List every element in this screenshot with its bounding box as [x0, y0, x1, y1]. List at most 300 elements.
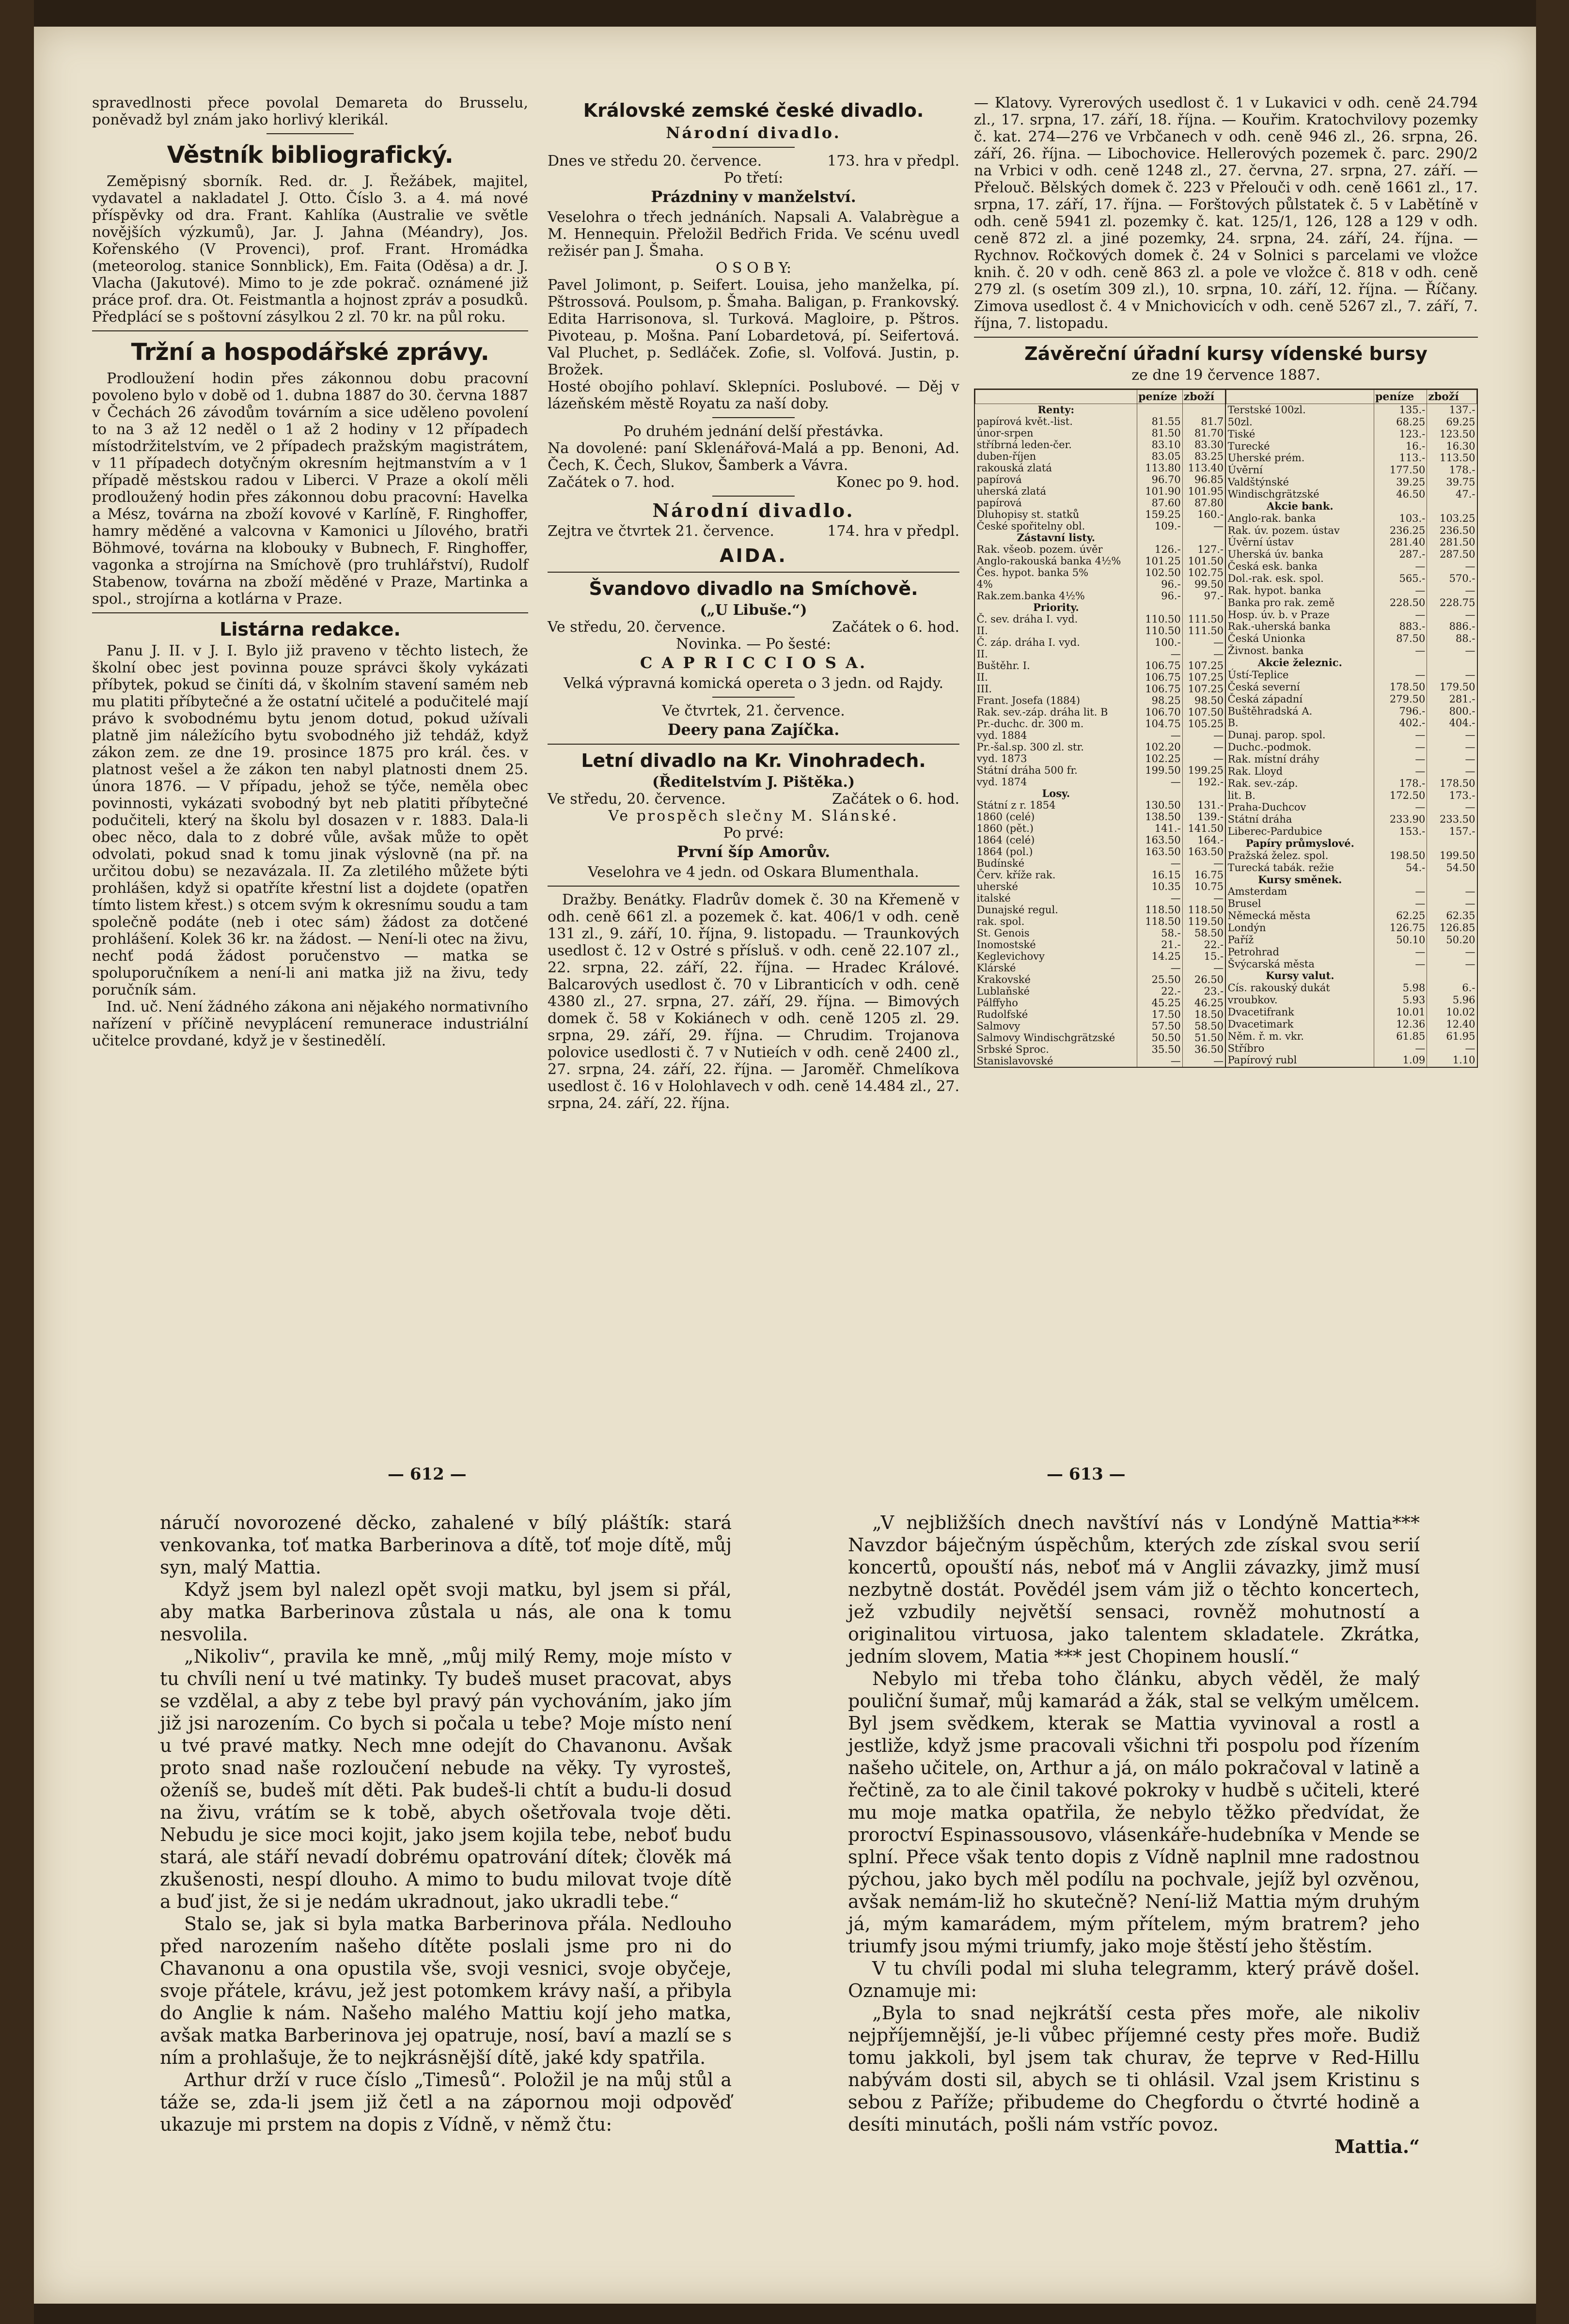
bursa-zbozi: 54.50 — [1427, 862, 1477, 874]
bursa-item-name: Čes. hypot. banka 5% — [976, 567, 1089, 578]
bursa-zbozi: — — [1427, 753, 1477, 765]
bursa-item-name: Pálffyho — [976, 997, 1018, 1009]
bursa-penize: 135.- — [1374, 404, 1427, 416]
bursa-penize — [1374, 500, 1427, 513]
bursa-row — [1226, 536, 1477, 548]
bursa-penize: 109.- — [1137, 520, 1183, 532]
bursa-penize: — — [1137, 730, 1183, 741]
bursa-penize: 172.50 — [1374, 790, 1427, 802]
listarna-title: Listárna redakce. — [220, 619, 401, 640]
bursa-item-name: Rak. všeob. pozem. úvěr — [976, 544, 1103, 555]
bursa-zbozi: — — [1182, 648, 1225, 660]
bursa-penize: — — [1374, 898, 1427, 910]
bursa-item-name: Praha-Duchcov — [1227, 801, 1306, 813]
capricciosa-title: C A P R I C C I O S A. — [640, 654, 867, 672]
bursa-item-name: Brusel — [1227, 898, 1261, 910]
bursa-row — [975, 660, 1226, 671]
bursa-zbozi: — — [1427, 585, 1477, 597]
bursa-penize: — — [1137, 892, 1183, 904]
bursa-row — [1226, 1030, 1477, 1043]
divider — [712, 496, 795, 497]
bursa-item-name: Srbské Sproc. — [976, 1044, 1049, 1055]
bursa-row — [975, 927, 1226, 939]
bursa-row — [1226, 1006, 1477, 1018]
bursa-zbozi: 81.70 — [1182, 427, 1225, 439]
bursa-penize: — — [1374, 729, 1427, 741]
bursa-row — [1226, 838, 1477, 850]
bursa-item-name: Státní z r. 1854 — [976, 799, 1056, 811]
bursa-row — [1226, 862, 1477, 874]
bursa-zbozi: — — [1182, 520, 1225, 532]
cast-list: Pavel Jolimont, p. Seifert. Louisa, jeho manželka, pí. Pštrossová. Poulsom, p. Šmaha. Baligan, p. Frankovský. Edita Harrisonova, sl. Turková. Magloire, p. Pštros. Pivoteau, p. Mošna. Paní Lobardetová, pí. Seifertová. Val Pluchet, p. Sedláček. Zofie, sl. Volfová. Justin, p. Brožek. — [548, 277, 959, 378]
bursa-row — [975, 567, 1226, 578]
bursa-penize: — — [1374, 886, 1427, 898]
newspaper-page — [34, 27, 1536, 2304]
bursa-item-name: Dvacetimark — [1227, 1018, 1294, 1030]
bursa-penize: — — [1374, 669, 1427, 681]
bursa-zbozi: 236.50 — [1427, 525, 1477, 537]
bursa-zbozi: 139.- — [1182, 811, 1225, 823]
bursa-penize: 87.50 — [1374, 633, 1427, 645]
novinka: Novinka. — Po šesté: — [676, 636, 831, 653]
start-time: Začátek o 7. hod. — [548, 474, 675, 491]
bursa-penize — [1374, 970, 1427, 982]
bursa-zbozi: 107.25 — [1182, 660, 1225, 671]
bursa-item-name: Petrohrad — [1227, 946, 1279, 958]
bursa-item-name: italské — [976, 892, 1011, 904]
bursa-item-name: B. — [1227, 717, 1239, 729]
bursa-row — [1226, 693, 1477, 705]
letni-benefit: Ve prospěch slečny M. Slánské. — [608, 808, 899, 825]
bursa-item-name: Pražská želez. spol. — [1227, 849, 1329, 861]
bursa-penize: 101.25 — [1137, 555, 1183, 567]
bursa-row — [975, 637, 1226, 648]
bursa-item-name: Něm. ř. m. vkr. — [1227, 1030, 1304, 1042]
play-title: Prázdniny v manželství. — [651, 187, 856, 206]
play-description: Veselohra o třech jednáních. Napsali A. Valabrègue a M. Hennequin. Přeložil Bedřich Frida. Ve scénu uvedl režisér pan J. Šmaha. — [548, 209, 959, 260]
bursa-penize: 96.- — [1137, 590, 1183, 602]
bursa-penize: 402.- — [1374, 717, 1427, 729]
bursa-penize: 104.75 — [1137, 718, 1183, 730]
bursa-item-name: Č. záp. dráha I. vyd. — [976, 637, 1080, 648]
bursa-row — [1226, 1054, 1477, 1067]
bursa-penize: — — [1374, 609, 1427, 621]
bursa-penize: 21.- — [1137, 939, 1183, 951]
novel-paragraph: V tu chvíli podal mi sluha telegramm, který právě došel. Oznamuje mi: — [848, 1958, 1420, 2001]
bursa-item-name: II. — [976, 648, 988, 660]
bursa-zbozi: 83.30 — [1182, 439, 1225, 451]
bursa-zbozi: — — [1427, 741, 1477, 753]
bursa-penize: 87.60 — [1137, 497, 1183, 509]
bursa-penize: 106.75 — [1137, 683, 1183, 695]
bursa-penize: 17.50 — [1137, 1009, 1183, 1020]
bursa-row — [1226, 982, 1477, 994]
bursa-penize: 81.50 — [1137, 427, 1183, 439]
bursa-penize: 883.- — [1374, 621, 1427, 633]
bursa-zbozi: 83.25 — [1182, 451, 1225, 462]
bursa-zbozi: 97.- — [1182, 590, 1225, 602]
bursa-item-name: 50zl. — [1227, 416, 1253, 428]
svandovo-date-row — [548, 619, 959, 636]
bursa-penize: 281.40 — [1374, 536, 1427, 548]
bursa-penize: 22.- — [1137, 985, 1183, 997]
novel-paragraph: náručí novorozené děcko, zahalené v bílý pláštík: stará venkovanka, toť matka Barberinova a dítě, toť moje dítě, můj syn, malý Mattia. — [160, 1512, 732, 1578]
bursa-row — [975, 555, 1226, 567]
bursa-row — [1226, 525, 1477, 537]
bursa-penize: 101.90 — [1137, 485, 1183, 497]
bursa-item-name: II. — [976, 625, 988, 637]
bursa-row — [1226, 548, 1477, 561]
bursa-row — [1226, 729, 1477, 741]
bursa-penize: 98.25 — [1137, 695, 1183, 706]
bursa-zbozi: 18.50 — [1182, 1009, 1225, 1020]
bursa-zbozi: 87.80 — [1182, 497, 1225, 509]
bursa-penize: — — [1374, 958, 1427, 970]
bursa-row — [975, 613, 1226, 625]
scan-right-edge — [1536, 0, 1569, 2324]
bursa-penize — [1374, 874, 1427, 886]
bursa-penize: 96.70 — [1137, 474, 1183, 485]
bursa-penize — [1374, 838, 1427, 850]
bursa-zbozi: 10.02 — [1427, 1006, 1477, 1018]
bursa-row — [1226, 416, 1477, 428]
vestnik-text: Zeměpisný sborník. Red. dr. J. Řežábek, majitel, vydavatel a nakladatel J. Otto. Číslo 3. a 4. má nové příspěvky od dra. Frant. Kahlíka (Australie ve světle novějších výzkumů), Jar. J. Jahna (Méandry), Jos. Kořenského (V Provenci), prof. Frant. Hromádka (meteorolog. stanice Sonnblick), Em. Faita (Oděsa) a dr. J. Vlacha (Jakutové). Mimo to je zde pokrač. oznámené již práce prof. dra. Ot. Feistmantla a hojnost zpráv a posudků. Předplácí se s poštovní zásylkou 2 zl. 70 kr. na půl roku. — [92, 173, 528, 326]
bursa-row — [1226, 657, 1477, 669]
bursa-zbozi: — — [1427, 958, 1477, 970]
bursa-item-name: Dunajské regul. — [976, 904, 1058, 916]
bursa-row — [1226, 440, 1477, 452]
prvni-sip-title: První šíp Amorův. — [676, 842, 831, 861]
bursa-table-left — [975, 390, 1226, 1067]
novel-right — [848, 1512, 1420, 2158]
bursa-zbozi: — — [1182, 858, 1225, 869]
bursa-zbozi: 107.25 — [1182, 683, 1225, 695]
bursa-row — [1226, 946, 1477, 958]
bursa-penize: 39.25 — [1374, 476, 1427, 488]
bursa-zbozi — [1182, 788, 1225, 799]
bursa-zbozi: 404.- — [1427, 717, 1477, 729]
bursa-penize: 233.90 — [1374, 813, 1427, 826]
intro-text: spravedlnosti přece povolal Demareta do Brusselu, poněvadž byl znám jako horlivý klerikál. — [92, 94, 528, 128]
novel-paragraph: Když jsem byl nalezl opět svoji matku, byl jsem si přál, aby matka Barberinova zůstala u nás, ale ona k tomu nesvolila. — [160, 1579, 732, 1645]
trzni-title: Tržní a hospodářské zprávy. — [131, 339, 489, 366]
bursa-penize: 106.75 — [1137, 671, 1183, 683]
bursa-item-name: Stanislavovské — [976, 1055, 1053, 1067]
bursa-penize: 45.25 — [1137, 997, 1183, 1009]
bursa-zbozi: 800.- — [1427, 705, 1477, 717]
bursa-item-name: uherské — [976, 881, 1018, 892]
bursa-item-name: Paříž — [1227, 934, 1254, 946]
bursa-row — [975, 427, 1226, 439]
svandovo-start: Začátek o 6. hod. — [832, 619, 959, 636]
letni-prve: Po prvé: — [723, 825, 784, 842]
bursa-row — [975, 741, 1226, 753]
divider — [712, 417, 795, 418]
listarna-text-1: Panu J. II. v J. I. Bylo již praveno v těchto listech, že školní obec jest povinna pouze správci školy vykázati příbytek, pokud se činíti dá, v školním stavení samém neb mu platiti příbytečné a že ostatní učitelé a podučitelé mají právo k svobodnému bytu jenom dotud, pokud užívali platně jim náležícího bytu svobodného již tehdáž, když zákon zem. ze dne 19. prosince 1875 pro král. čes. v platnost vešel a že zákon ten nabyl platnosti dnem 25. února 1876. — V případu, jehož se týče, neměla obec povinnosti, vykázati svobodný byt neb platiti příbytečné podučiteli, který na školu byl dosazen v r. 1883. Dala-li obec něco, dala to z dobré vůle, avšak může to opět odvolati, pokud snad k tomu jinak výslovně (na př. na určitou dobu) se nezavázala. II. Za zletilého můžete býti prohlášen, když si opatříte křestní list a dojdete (opatřen tímto listem křest.) s otcem svým k okresnímu soudu a tam společně podáte (neb i otec sám) žádost za dotčené prohlášení. Kolek 36 kr. na žádost. — Není-li otec na živu, nechť podá žádost poručenstvo — matka se spoluporučníkem a není-li ani matka již na živu, tedy poručník sám. — [92, 642, 528, 998]
bursa-zbozi: — — [1427, 669, 1477, 681]
bursa-item-name: Rak. místní dráhy — [1227, 753, 1319, 765]
bursa-zbozi: — — [1182, 1055, 1225, 1067]
col-zbozi: zboží — [1427, 390, 1477, 404]
bursa-item-name: Uherská úv. banka — [1227, 548, 1323, 561]
end-time: Konec po 9. hod. — [836, 474, 959, 491]
bursa-zbozi: — — [1427, 1043, 1477, 1055]
divider — [548, 886, 959, 887]
bursa-zbozi: 101.95 — [1182, 485, 1225, 497]
bursa-row — [975, 1009, 1226, 1020]
bursa-item-name: Rudolfské — [976, 1009, 1028, 1020]
bursa-row — [975, 578, 1226, 590]
bursa-row — [975, 869, 1226, 881]
bursa-item-name: Papíry průmyslové. — [1245, 837, 1354, 849]
letni-date-row — [548, 791, 959, 808]
bursa-item-name: Krakovské — [976, 974, 1031, 985]
col-penize: peníze — [1374, 390, 1427, 404]
bursa-zbozi — [1427, 657, 1477, 669]
bursa-item-name: Liberec-Pardubice — [1227, 826, 1322, 838]
bursa-penize: 126.75 — [1374, 922, 1427, 934]
bursa-zbozi: 173.- — [1427, 790, 1477, 802]
bursa-row — [1226, 404, 1477, 416]
bursa-penize: 113.80 — [1137, 462, 1183, 474]
today-subscription: 173. hra v předpl. — [827, 153, 959, 170]
bursa-item-name: Živnost. banka — [1227, 645, 1304, 657]
bursa-zbozi: 10.75 — [1182, 881, 1225, 892]
bursa-item-name: Kursy valut. — [1266, 969, 1334, 982]
bursa-penize: — — [1137, 648, 1183, 660]
bursa-zbozi: — — [1427, 561, 1477, 573]
bursa-item-name: Turecká tabák. režie — [1227, 861, 1334, 873]
bursa-item-name: Cís. rakouský dukát — [1227, 982, 1330, 994]
divider — [548, 572, 959, 573]
bursa-row — [975, 416, 1226, 427]
bursa-penize: 110.50 — [1137, 613, 1183, 625]
bursa-zbozi: 22.- — [1182, 939, 1225, 951]
bursa-row — [1226, 970, 1477, 982]
bursa-penize: — — [1374, 765, 1427, 778]
bursa-item-name: Renty: — [1037, 404, 1075, 416]
bursa-zbozi: — — [1427, 645, 1477, 657]
bursa-penize — [1137, 404, 1183, 416]
bursa-penize: 126.- — [1137, 544, 1183, 555]
bursa-penize: — — [1374, 801, 1427, 813]
bursa-item-name: Státní dráha — [1227, 813, 1292, 826]
bursa-item-name: Londýn — [1227, 921, 1266, 934]
bursa-zbozi — [1182, 532, 1225, 544]
divider — [92, 330, 528, 331]
bursa-penize: 198.50 — [1374, 850, 1427, 862]
bursa-row — [1226, 633, 1477, 645]
bursa-item-name: Frant. Josefa (1884) — [976, 695, 1081, 706]
intermission: Po druhém jednání delší přestávka. — [623, 423, 884, 440]
bursa-penize: 102.25 — [1137, 753, 1183, 764]
bursa-item-name: Buštěhradská A. — [1227, 705, 1313, 717]
divider — [267, 133, 354, 134]
bursa-zbozi: 103.25 — [1427, 513, 1477, 525]
novel-paragraph: Arthur drží v ruce číslo „Timesů“. Položil je na můj stůl a táže se, zda-li jsem již četl a na zápornou moji odpověď ukazuje mi prstem na dopis z Vídně, v němž čtu: — [160, 2069, 732, 2135]
svandovo-date: Ve středu, 20. července. — [548, 619, 726, 636]
page-number-left: — 612 — — [388, 1465, 467, 1484]
bursa-penize: 796.- — [1374, 705, 1427, 717]
bursa-penize: — — [1374, 645, 1427, 657]
bursa-item-name: Buštěhr. I. — [976, 660, 1030, 671]
bursa-zbozi: 119.50 — [1182, 916, 1225, 927]
bursa-item-name: vroubkov. — [1227, 994, 1278, 1006]
bursa-row — [1226, 513, 1477, 525]
bursa-row — [975, 683, 1226, 695]
on-leave: Na dovolené: paní Sklenářová-Malá a pp. Benoni, Ad. Čech, K. Čech, Slukov, Šamberk a Vávra. — [548, 440, 959, 474]
tomorrow-date: Zejtra ve čtvrtek 21. července. — [548, 523, 774, 540]
bursa-row — [975, 846, 1226, 858]
bursa-row — [975, 1020, 1226, 1032]
bursa-row — [975, 1032, 1226, 1044]
bursa-item-name: vyd. 1874 — [976, 776, 1027, 788]
bursa-table — [974, 389, 1478, 1068]
bursa-item-name: 1864 (celé) — [976, 834, 1035, 846]
bursa-zbozi: — — [1182, 892, 1225, 904]
bursa-item-name: Červ. kříže rak. — [976, 869, 1056, 881]
bursa-zbozi: 26.50 — [1182, 974, 1225, 985]
bursa-item-name: Rak.-uherská banka — [1227, 621, 1331, 633]
bursa-item-name: Akcie bank. — [1266, 499, 1334, 512]
bursa-row — [1226, 488, 1477, 500]
col-name — [1226, 390, 1374, 404]
bursa-penize: 14.25 — [1137, 951, 1183, 962]
bursa-item-name: Anglo-rakouská banka 4½% — [976, 555, 1121, 567]
bursa-row — [975, 916, 1226, 927]
bursa-row — [1226, 813, 1477, 826]
bursa-row — [1226, 826, 1477, 838]
right-column — [974, 94, 1478, 1068]
bursa-item-name: stříbrná leden-čer. — [976, 439, 1072, 451]
bursa-row — [975, 474, 1226, 485]
bursa-zbozi: 36.50 — [1182, 1044, 1225, 1055]
bursa-row — [1226, 898, 1477, 910]
bursa-zbozi: 281.- — [1427, 693, 1477, 705]
bursa-date: ze dne 19 července 1887. — [1131, 367, 1320, 384]
bursa-item-name: Rak. hypot. banka — [1227, 584, 1321, 596]
bursa-row — [975, 451, 1226, 462]
bursa-row — [1226, 850, 1477, 862]
bursa-zbozi: 164.- — [1182, 834, 1225, 846]
bursa-item-name: papírová — [976, 497, 1022, 509]
novel-paragraph: Stalo se, jak si byla matka Barberinova přála. Nedlouho před narozením našeho dítěte poslali jsme pro ni do Chavanonu a ona opustila vše, svoji vesnici, svoje obyčeje, svoje přátele, krávu, jež jest potomkem krávy naší, a přibyla do Anglie k nám. Našeho malého Mattiu kojí jeho matka, avšak matka Barberinova jej opatruje, nosí, baví a mazlí se s ním a prohlašuje, že to nejkrásnější dítě, jaké kdy spatřila. — [160, 1913, 732, 2068]
bursa-zbozi: 16.30 — [1427, 440, 1477, 452]
bursa-penize: 100.- — [1137, 637, 1183, 648]
bursa-zbozi — [1427, 838, 1477, 850]
bursa-item-name: 1864 (pol.) — [976, 846, 1033, 858]
bursa-item-name: Dol.-rak. esk. spol. — [1227, 573, 1324, 585]
bursa-penize — [1137, 788, 1183, 799]
bursa-zbozi: — — [1182, 753, 1225, 764]
auction-text: — Klatovy. Vyrerových usedlost č. 1 v Lukavici v odh. ceně 24.794 zl., 17. srpna, 17. září, 18. října. — Kouřim. Kratochvilovy pozemky č. kat. 274—276 ve Vrbčanech v odh. ceně 946 zl., 26. srpna, 26. září, 26. října. — Libochovice. Hellerových pozemek č. parc. 290/2 na Vrbici v odh. ceně 1248 zl., 27. června, 27. srpna, 27. září. — Přelouč. Bělských domek č. 223 v Přelouči v odh. ceně 1661 zl., 17. srpna, 17. září, 17. října. — Forštových půlstatek č. 5 v Labětíně v odh. ceně 5941 zl. pozemky č. kat. 125/1, 126, 128 a 129 v odh. ceně 872 zl. a jiné pozemky, 24. srpna, 24. září, 24. října. — Rychnov. Ročkových domek č. 24 v Solnici s parcelami ve vložce knih. č. 20 v odh. ceně 863 zl. a pole ve vložce č. 818 v odh. ceně 279 zl. (s osetím 309 zl.), 10. srpna, 10. září, 12. října. — Říčany. Zimova usedlost č. 4 v Mnichovicích v odh. ceně 5267 zl., 7. září, 7. října, 7. listopadu. — [974, 94, 1478, 332]
bursa-row — [975, 776, 1226, 788]
bursa-zbozi: — — [1427, 609, 1477, 621]
bursa-zbozi: 101.50 — [1182, 555, 1225, 567]
bursa-row — [1226, 464, 1477, 476]
bursa-item-name: Česká severní — [1227, 681, 1300, 693]
bursa-zbozi: 233.50 — [1427, 813, 1477, 826]
bursa-row — [975, 799, 1226, 811]
bursa-row — [975, 462, 1226, 474]
bursa-row — [975, 730, 1226, 741]
bursa-row — [1226, 669, 1477, 681]
bursa-item-name: Losy. — [1042, 787, 1070, 799]
bursa-penize: 159.25 — [1137, 509, 1183, 520]
bursa-zbozi: 58.50 — [1182, 927, 1225, 939]
bursa-row — [1226, 922, 1477, 934]
bursa-zbozi: 102.75 — [1182, 567, 1225, 578]
bursa-row — [1226, 645, 1477, 657]
bursa-penize: 138.50 — [1137, 811, 1183, 823]
bursa-zbozi: — — [1427, 765, 1477, 778]
bursa-penize: 118.50 — [1137, 904, 1183, 916]
svandovo-subtitle: („U Libuše.“) — [700, 602, 807, 619]
novel-paragraph: „Byla to snad nejkrátší cesta přes moře, ale nikoliv nejpříjemnější, je-li vůbec příjemné cesty přes moře. Budiž tomu jakkoli, byl jsem tak churav, že teprve v Red-Hillu nabývám dosti sil, abych se ti ohlásil. Vzal jsem Kristinu s sebou z Paříže; přibudeme do Chegfordu o čtvrté hodině a desíti minutách, pošli nám vstříc povoz. — [848, 2002, 1420, 2135]
bursa-item-name: rakouská zlatá — [976, 462, 1052, 474]
bursa-penize: 25.50 — [1137, 974, 1183, 985]
bursa-row — [1226, 428, 1477, 440]
bursa-item-name: Česká západní — [1227, 693, 1303, 705]
bursa-penize — [1137, 532, 1183, 544]
bursa-zbozi: 39.75 — [1427, 476, 1477, 488]
bursa-penize: 153.- — [1374, 826, 1427, 838]
bursa-row — [1226, 958, 1477, 970]
guests: Hosté obojího pohlaví. Sklepníci. Poslubové. — Děj v lázeňském městě Royatu za naší doby. — [548, 378, 959, 412]
bursa-zbozi: 137.- — [1427, 404, 1477, 416]
bursa-penize: — — [1137, 962, 1183, 974]
bursa-penize: 102.20 — [1137, 741, 1183, 753]
bursa-item-name: uherská zlatá — [976, 485, 1046, 497]
bursa-row — [975, 625, 1226, 637]
bursa-penize: 58.- — [1137, 927, 1183, 939]
novel-left — [160, 1512, 732, 2136]
bursa-item-name: 1860 (pět.) — [976, 823, 1034, 834]
bursa-row — [1226, 886, 1477, 898]
bursa-row — [1226, 561, 1477, 573]
bursa-title: Závěreční úřadní kursy vídenské bursy — [1024, 343, 1428, 364]
bursa-item-name: 4% — [976, 578, 993, 590]
bursa-item-name: České spořitelny obl. — [976, 520, 1085, 532]
bursa-zbozi: 160.- — [1182, 509, 1225, 520]
bursa-item-name: Rak. Lloyd — [1227, 765, 1283, 777]
bursa-penize: 279.50 — [1374, 693, 1427, 705]
bursa-row — [1226, 741, 1477, 753]
bursa-row — [975, 962, 1226, 974]
bursa-item-name: Dunaj. parop. spol. — [1227, 729, 1326, 741]
novel-paragraph: „V nejbližších dnech navštíví nás v Londýně Mattia*** Navzdor báječným úspěchům, kterých zde získal svou serií koncertů, opouští nás, neboť má v Anglii závazky, jimž musí nezbytně dostát. Povědél jsem vám již o těchto koncertech, jež vzbudily největší sensaci, rovněž mohutností a originalitou virtuosa, jako talentem skladatele. Zkrátka, jedním slovem, Matia *** jest Chopinem houslí.“ — [848, 1512, 1420, 1667]
po-treti: Po třetí: — [723, 170, 784, 187]
listarna-text-2: Ind. uč. Není žádného zákona ani nějakého normativního nařízení v příčině nevyplácení remunerace industriální učitelce provdané, když je v šestinedělí. — [92, 998, 528, 1049]
bursa-zbozi: 81.7 — [1182, 416, 1225, 427]
bursa-row — [1226, 500, 1477, 513]
bursa-zbozi: 199.25 — [1182, 764, 1225, 776]
bursa-zbozi — [1182, 602, 1225, 613]
bursa-item-name: Priority. — [1033, 601, 1079, 613]
bursa-penize: — — [1374, 561, 1427, 573]
bursa-zbozi: 98.50 — [1182, 695, 1225, 706]
bursa-zbozi — [1182, 404, 1225, 416]
vestnik-title: Věstník bibliografický. — [167, 141, 454, 169]
bursa-row — [975, 858, 1226, 869]
bursa-item-name: Duchc.-podmok. — [1227, 741, 1312, 753]
bursa-penize: 16.- — [1374, 440, 1427, 452]
bursa-penize: 287.- — [1374, 548, 1427, 561]
bursa-penize: 16.15 — [1137, 869, 1183, 881]
bursa-row — [1226, 790, 1477, 802]
bursa-row — [1226, 585, 1477, 597]
bursa-penize: 50.50 — [1137, 1032, 1183, 1044]
